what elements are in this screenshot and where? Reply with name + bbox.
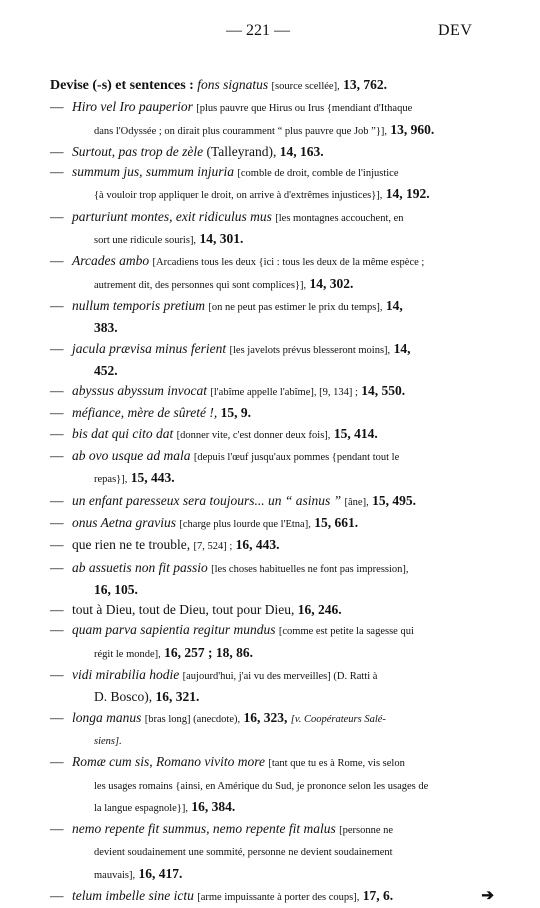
gloss: les usages romains {ainsi, en Amérique du Sud, je prononce selon les usages de	[94, 780, 429, 792]
gloss: [les montagnes accouchent, en	[275, 212, 404, 224]
latin-phrase: summum jus, summum injuria	[72, 164, 235, 180]
entry	[50, 513, 472, 535]
latin-phrase: abyssus abyssum invocat	[72, 383, 207, 399]
latin-phrase: longa manus	[72, 709, 142, 725]
latin-phrase: nullum temporis pretium	[72, 297, 205, 313]
entry-dash: —	[50, 253, 64, 269]
entry-dash: —	[50, 514, 64, 530]
entry-continuation	[50, 797, 472, 819]
see-also: siens].	[94, 735, 122, 747]
gloss: [donner vite, c'est donner deux fois],	[176, 429, 331, 441]
latin-phrase: fons signatus	[197, 77, 269, 92]
gloss: [Arcadiens tous les deux {ici : tous les deux de la même espèce ;	[152, 257, 425, 269]
entry-continuation	[50, 184, 472, 206]
gloss: [arme impuissante à porter des coups],	[197, 891, 360, 903]
page-header	[0, 22, 540, 44]
entry	[50, 296, 472, 318]
entry-continuation	[50, 841, 472, 863]
latin-phrase: que rien ne te trouble,	[72, 537, 191, 553]
entry-dash: —	[50, 559, 64, 575]
reference: 15, 661.	[314, 514, 359, 530]
entry-continuation	[50, 318, 472, 338]
latin-phrase: jacula prævisa minus ferient	[72, 340, 227, 356]
arrow-right-icon: ➔	[481, 887, 494, 904]
entry	[50, 708, 472, 730]
gloss: autrement dit, des personnes qui sont complices}],	[94, 279, 307, 291]
entry	[50, 558, 472, 580]
entry	[50, 97, 472, 119]
gloss: [plus pauvre que Hirus ou Irus {mendiant d'Ithaque	[196, 103, 413, 115]
gloss: {à vouloir trop appliquer le droit, on arrive à d'extrêmes injustices}],	[94, 190, 383, 202]
reference: 14, 192.	[385, 186, 430, 202]
latin-phrase: Romæ cum sis, Romano vivito more	[72, 754, 265, 770]
latin-phrase: quam parva sapientia regitur mundus	[72, 622, 276, 638]
entry	[50, 819, 472, 841]
entry	[50, 535, 472, 557]
entry-dash: —	[50, 99, 64, 115]
entry-dash: —	[50, 887, 64, 903]
gloss: [l'abîme appelle l'abîme], [9, 134] ;	[210, 387, 358, 399]
reference: 14, 302.	[309, 275, 354, 291]
entry	[50, 620, 472, 642]
latin-phrase: parturiunt montes, exit ridiculus mus	[72, 208, 272, 224]
see-also: [v. Coopérateurs Salé-	[290, 713, 386, 725]
gloss: repas}],	[94, 474, 128, 486]
entry-dash: —	[50, 754, 64, 770]
entry	[50, 403, 472, 423]
entry-dash: —	[50, 821, 64, 837]
entry-lemma: Devise (-s) et sentences :	[50, 78, 194, 93]
entry	[50, 665, 472, 687]
entry	[50, 752, 472, 774]
latin-phrase: nemo repente fit summus, nemo repente fit malus	[72, 821, 336, 837]
page-number: — 221 —	[226, 22, 290, 39]
reference: 16, 105.	[94, 581, 138, 597]
reference: 14,	[393, 340, 411, 356]
entry-dash: —	[50, 383, 64, 399]
reference: 14, 163.	[279, 143, 324, 159]
gloss: [7, 524] ;	[193, 541, 233, 553]
entry-dash: —	[50, 208, 64, 224]
entry	[50, 251, 472, 273]
entry-continuation	[50, 120, 472, 142]
latin-phrase: Hiro vel Iro pauperior	[72, 99, 193, 115]
gloss: [comble de droit, comble de l'injustice	[237, 168, 399, 180]
entry-continuation	[50, 687, 472, 707]
entry	[50, 207, 472, 229]
gloss: dans l'Odyssée ; on dirait plus couramment “ plus pauvre que Job ”}],	[94, 125, 387, 137]
entry	[50, 424, 472, 446]
gloss: [âne],	[344, 496, 369, 508]
entry	[50, 162, 472, 184]
entry-dash: —	[50, 297, 64, 313]
running-head: DEV	[438, 22, 473, 39]
entry	[50, 446, 472, 468]
gloss: devient soudainement une sommité, personne ne devient soudainement	[94, 847, 393, 859]
entry-continuation	[50, 361, 472, 381]
entry-dash: —	[50, 164, 64, 180]
reference: 16, 384.	[191, 798, 236, 814]
gloss: mauvais],	[94, 869, 136, 881]
reference: 14, 301.	[199, 231, 244, 247]
entry-dash: —	[50, 667, 64, 683]
latin-phrase: bis dat qui cito dat	[72, 425, 174, 441]
gloss: [depuis l'œuf jusqu'aux pommes {pendant tout le	[193, 452, 400, 464]
reference: 383.	[94, 320, 118, 336]
entry	[50, 886, 494, 908]
gloss: [les choses habituelles ne font pas impression],	[211, 563, 409, 575]
reference: 13, 960.	[390, 121, 435, 137]
entry	[50, 600, 472, 620]
reference: 16, 246.	[297, 602, 342, 618]
entry-dash: —	[50, 537, 64, 553]
reference: 15, 414.	[333, 425, 378, 441]
reference: 16, 443.	[235, 537, 280, 553]
reference: 17, 6.	[362, 887, 394, 903]
gloss: [on ne peut pas estimer le prix du temps],	[208, 301, 383, 313]
gloss: régit le monde],	[94, 648, 161, 660]
entry-dash: —	[50, 602, 64, 618]
latin-phrase: vidi mirabilia hodie	[72, 667, 180, 683]
latin-phrase: un enfant paresseux sera toujours... un “ asinus ”	[72, 492, 342, 508]
entry-dash: —	[50, 143, 64, 159]
gloss: [tant que tu es à Rome, vis selon	[268, 758, 405, 770]
latin-phrase: Surtout, pas trop de zèle	[72, 143, 204, 159]
latin-phrase: telum imbelle sine ictu	[72, 887, 194, 903]
gloss: [aujourd'hui, j'ai vu des merveilles] (D. Ratti à	[182, 671, 378, 683]
entry-dash: —	[50, 405, 64, 421]
entry-continuation	[50, 580, 472, 600]
reference: 16, 257 ; 18, 86.	[164, 644, 254, 660]
entry-dash: —	[50, 709, 64, 725]
entry-dash: —	[50, 425, 64, 441]
entry-dash: —	[50, 448, 64, 464]
gloss: sort une ridicule souris],	[94, 235, 197, 247]
reference: 15, 495.	[372, 492, 416, 508]
entry-continuation	[50, 775, 472, 797]
latin-phrase: Arcades ambo	[72, 253, 150, 269]
reference: 16, 321.	[155, 689, 200, 705]
entry-continuation	[50, 643, 472, 665]
entry	[50, 381, 472, 403]
gloss: [les javelots prévus blesseront moins],	[229, 344, 391, 356]
gloss: la langue espagnole}],	[94, 802, 188, 814]
reference: 15, 443.	[130, 470, 175, 486]
latin-phrase: méfiance, mère de sûreté !,	[72, 405, 218, 421]
gloss: [source scellée],	[271, 81, 340, 92]
entry-dash: —	[50, 492, 64, 508]
gloss: [personne ne	[339, 825, 394, 837]
entry-continuation	[50, 730, 472, 752]
gloss: [charge plus lourde que l'Etna],	[179, 518, 311, 530]
entry-heading	[50, 75, 472, 97]
entry	[50, 491, 472, 513]
reference: 13, 762.	[343, 77, 387, 92]
gloss: (Talleyrand),	[206, 143, 277, 159]
latin-phrase: ab ovo usque ad mala	[72, 448, 191, 464]
reference: 16, 417.	[138, 865, 183, 881]
latin-phrase: onus Aetna gravius	[72, 514, 176, 530]
reference: 452.	[94, 362, 118, 378]
gloss: [comme est petite la sagesse qui	[278, 626, 414, 638]
latin-phrase: ab assuetis non fit passio	[72, 559, 208, 575]
gloss: [bras long] (anecdote),	[144, 713, 241, 725]
gloss: D. Bosco),	[94, 689, 153, 705]
entry-continuation	[50, 864, 472, 886]
entry-dash: —	[50, 622, 64, 638]
entry-continuation	[50, 468, 472, 490]
reference: 16, 323,	[243, 709, 288, 725]
reference: 14, 550.	[361, 383, 406, 399]
entry	[50, 339, 472, 361]
reference: 15, 9.	[220, 405, 251, 421]
entry-continuation	[50, 274, 472, 296]
index-entries	[50, 75, 494, 908]
entry	[50, 142, 472, 162]
reference: 14,	[385, 297, 403, 313]
latin-phrase: tout à Dieu, tout de Dieu, tout pour Dieu,	[72, 602, 295, 618]
entry-dash: —	[50, 340, 64, 356]
entry-continuation	[50, 229, 472, 251]
